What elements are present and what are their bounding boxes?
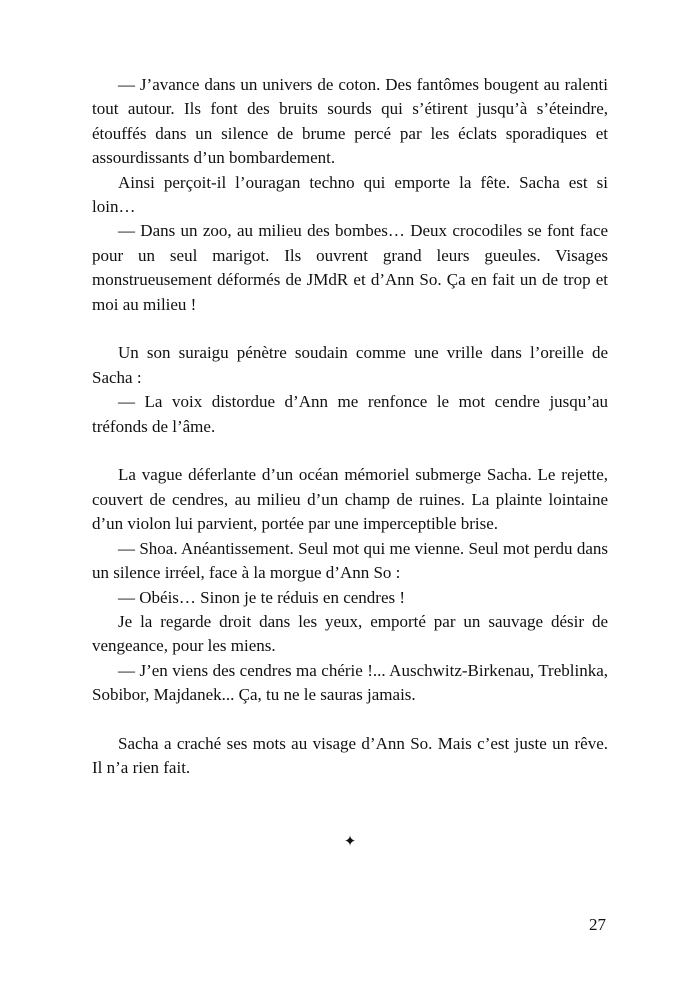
paragraph-break bbox=[92, 317, 608, 341]
section-ornament-icon: ✦ bbox=[343, 832, 357, 850]
page-body bbox=[92, 73, 608, 781]
paragraph: Je la regarde droit dans les yeux, emporté par un sauvage désir de vengeance, pour les miens. bbox=[92, 611, 608, 656]
paragraph: — Dans un zoo, au milieu des bombes… Deux crocodiles se font face pour un seul marigot. Ils ouvrent grand leurs gueules. Visages monstrueusement déformés de JMdR et d’Ann So. Ça en fait un de trop et moi au milieu ! bbox=[92, 221, 608, 314]
paragraph-break bbox=[92, 708, 608, 732]
paragraph: — J’avance dans un univers de coton. Des fantômes bougent au ralenti tout autour. Ils font des bruits sourds qui s’étirent jusqu’à s’éteindre, étouffés dans un silence de brume percé par les éclats sporadiques et assourdissants d’un bombardement. bbox=[92, 75, 608, 168]
paragraph: — Obéis… Sinon je te réduis en cendres ! bbox=[118, 587, 406, 607]
paragraph: Sacha a craché ses mots au visage d’Ann So. Mais c’est juste un rêve. Il n’a rien fait. bbox=[92, 733, 608, 778]
page-number: 27 bbox=[589, 915, 606, 934]
paragraph-break bbox=[92, 439, 608, 463]
paragraph: — J’en viens des cendres ma chérie !... Auschwitz-Birkenau, Treblinka, Sobibor, Majdanek... Ça, tu ne le sauras jamais. bbox=[92, 660, 608, 705]
paragraph: La vague déferlante d’un océan mémoriel submerge Sacha. Le rejette, couvert de cendres, au milieu d’un champ de ruines. La plainte lointaine d’un violon lui parvient, portée par une imperceptible brise. bbox=[92, 465, 608, 534]
paragraph: — La voix distordue d’Ann me renfonce le mot cendre jusqu’au tréfonds de l’âme. bbox=[92, 392, 608, 436]
paragraph: — Shoa. Anéantissement. Seul mot qui me vienne. Seul mot perdu dans un silence irréel, face à la morgue d’Ann So : bbox=[92, 538, 608, 583]
paragraph: Ainsi perçoit-il l’ouragan techno qui emporte la fête. Sacha est si loin… bbox=[92, 172, 608, 217]
paragraph: Un son suraigu pénètre soudain comme une vrille dans l’oreille de Sacha : bbox=[92, 343, 608, 387]
